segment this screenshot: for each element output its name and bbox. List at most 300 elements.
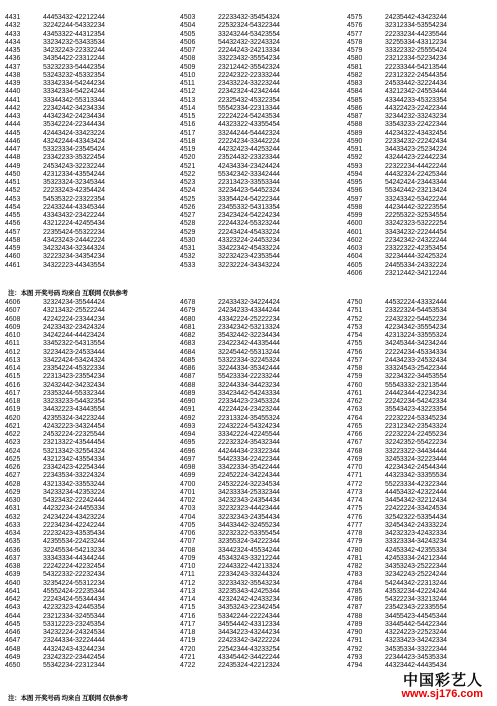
row-issue-number: 4515 — [180, 113, 196, 120]
table-row — [347, 530, 447, 538]
row-draw-numbers: 32542322-53354434 — [385, 513, 447, 521]
table-row — [180, 229, 280, 237]
row-issue-number: 4580 — [347, 55, 363, 63]
row-issue-number: 4703 — [180, 505, 196, 513]
table-row — [5, 406, 105, 414]
row-draw-numbers: 42324242-42433234 — [218, 596, 280, 603]
row-draw-numbers: 22313324-35455324 — [218, 414, 280, 422]
row-draw-numbers: 32232322-53355454 — [218, 530, 280, 537]
row-issue-number: 4690 — [180, 398, 196, 405]
row-issue-number: 4760 — [347, 381, 363, 389]
row-issue-number: 4721 — [180, 653, 196, 661]
row-draw-numbers: 33422342-45433224 — [218, 245, 280, 252]
row-issue-number: 4764 — [347, 414, 363, 422]
row-draw-numbers: 32453324-32223444 — [385, 455, 447, 463]
table-row — [347, 514, 447, 522]
table-row — [347, 316, 447, 324]
row-draw-numbers: 54323432-22242444 — [43, 497, 105, 504]
row-issue-number: 4459 — [5, 245, 21, 252]
row-draw-numbers: 42432223-34324454 — [43, 422, 105, 430]
row-issue-number: 4701 — [180, 488, 196, 496]
row-issue-number: 4707 — [180, 538, 196, 546]
table-row — [347, 146, 447, 154]
row-issue-number: 4433 — [5, 30, 21, 38]
row-draw-numbers: 33445442-54422344 — [385, 620, 447, 628]
table-row — [347, 138, 447, 146]
table-row — [5, 72, 105, 80]
row-draw-numbers: 22255322-32534554 — [385, 212, 447, 219]
row-issue-number: 4649 — [5, 653, 21, 661]
row-draw-numbers: 34433442-32455234 — [218, 521, 280, 529]
row-draw-numbers: 44432324-22425344 — [385, 170, 447, 178]
row-draw-numbers: 23422342-44335444 — [218, 340, 280, 348]
row-issue-number: 4615 — [5, 373, 21, 381]
row-draw-numbers: 22325432-45322354 — [218, 96, 280, 104]
row-draw-numbers: 24455334-24332224 — [385, 261, 447, 269]
table-row — [347, 340, 447, 348]
row-issue-number: 4678 — [180, 299, 196, 306]
row-draw-numbers: 34242244-44423424 — [43, 332, 105, 339]
row-draw-numbers: 53213342-32554324 — [43, 447, 105, 455]
row-issue-number: 4435 — [5, 47, 21, 54]
row-issue-number: 4788 — [347, 612, 363, 620]
row-draw-numbers: 43233423-34242334 — [385, 637, 447, 645]
row-draw-numbers: 43212342-43554334 — [43, 455, 105, 463]
table-row — [180, 522, 280, 530]
table-row — [180, 654, 280, 662]
row-issue-number: 4642 — [5, 596, 21, 603]
row-issue-number: 4686 — [180, 365, 196, 372]
row-draw-numbers: 23342233-35322454 — [43, 154, 105, 162]
row-issue-number: 4434 — [5, 38, 21, 46]
table-row — [180, 105, 280, 113]
row-draw-numbers: 35432442-32234434 — [218, 332, 280, 339]
table-row — [347, 324, 447, 332]
table-row — [347, 39, 447, 47]
row-issue-number: 4715 — [180, 604, 196, 612]
table-row — [180, 382, 280, 390]
row-draw-numbers: 34322223-44343554 — [43, 261, 105, 269]
row-issue-number: 4443 — [5, 113, 21, 120]
row-issue-number: 4586 — [347, 104, 363, 112]
table-row — [347, 121, 447, 129]
row-draw-numbers: 44323322-43355454 — [218, 121, 280, 129]
row-issue-number: 4712 — [180, 579, 196, 587]
table-row — [5, 154, 105, 162]
table-row — [347, 629, 447, 637]
row-issue-number: 4525 — [180, 195, 196, 203]
table-row — [5, 390, 105, 398]
row-draw-numbers: 55423334-22233244 — [218, 373, 280, 381]
table-row — [5, 229, 105, 237]
table-row — [347, 555, 447, 563]
row-draw-numbers: 42434334-23424424 — [218, 162, 280, 170]
row-issue-number: 4521 — [180, 162, 196, 170]
row-issue-number: 4624 — [5, 447, 21, 455]
row-draw-numbers: 22242322-22333244 — [218, 71, 280, 79]
row-draw-numbers: 54535322-23322354 — [43, 195, 105, 203]
row-draw-numbers: 22313423-33553344 — [218, 179, 280, 186]
row-issue-number: 4528 — [180, 220, 196, 228]
row-draw-numbers: 24442344-42234234 — [385, 389, 447, 397]
row-draw-numbers: 23423424-54224234 — [218, 212, 280, 219]
table-row — [180, 472, 280, 480]
row-draw-numbers: 23242322-23442454 — [43, 653, 105, 661]
table-row — [347, 47, 447, 55]
table-row — [180, 138, 280, 146]
row-draw-numbers: 42232323-42445354 — [43, 604, 105, 612]
row-issue-number: 4461 — [5, 261, 21, 269]
table-row — [5, 472, 105, 480]
row-draw-numbers: 33423442-54243334 — [218, 389, 280, 397]
row-draw-numbers: 32255334-43312234 — [385, 38, 447, 46]
table-row — [347, 332, 447, 340]
table-row — [180, 439, 280, 447]
table-row — [180, 299, 280, 307]
table-row — [180, 72, 280, 80]
row-draw-numbers: 24532224-22325544 — [43, 431, 105, 438]
table-row — [180, 357, 280, 365]
table-row — [180, 489, 280, 497]
row-draw-numbers: 43423243-24442224 — [43, 236, 105, 244]
row-draw-numbers: 22443322-44213324 — [218, 563, 280, 570]
row-issue-number: 4711 — [180, 571, 195, 579]
row-draw-numbers: 22232423-43535434 — [43, 530, 105, 537]
row-issue-number: 4791 — [347, 637, 363, 645]
row-issue-number: 4450 — [5, 170, 21, 178]
row-issue-number: 4704 — [180, 513, 196, 521]
row-draw-numbers: 43344233-45323354 — [385, 96, 447, 104]
table-row — [347, 456, 447, 464]
row-issue-number: 4531 — [180, 245, 196, 252]
table-row — [180, 373, 280, 381]
table-row — [347, 613, 447, 621]
row-draw-numbers: 23322324-54453534 — [385, 307, 447, 315]
table-row — [5, 14, 105, 22]
table-row — [5, 588, 105, 596]
row-issue-number: 4583 — [347, 80, 363, 87]
row-issue-number: 4713 — [180, 587, 196, 595]
row-issue-number: 4719 — [180, 637, 196, 645]
table-row — [5, 439, 105, 447]
table-row — [5, 629, 105, 637]
row-draw-numbers: 22313423-23554234 — [43, 373, 105, 381]
row-draw-numbers: 34432223-43443554 — [43, 406, 105, 414]
row-issue-number: 4454 — [5, 203, 21, 211]
row-draw-numbers: 34245344-34234244 — [385, 340, 447, 348]
table-row — [347, 547, 447, 555]
row-issue-number: 4772 — [347, 480, 363, 488]
table-row — [5, 357, 105, 365]
row-draw-numbers: 43345442-34422244 — [218, 653, 280, 661]
row-draw-numbers: 54423334-22422344 — [218, 455, 280, 463]
table-row — [347, 187, 447, 195]
row-draw-numbers: 53342244-22224344 — [218, 612, 280, 620]
row-issue-number: 4613 — [5, 356, 21, 364]
table-row — [347, 563, 447, 571]
row-draw-numbers: 44322423-22422344 — [385, 104, 447, 112]
table-row — [180, 621, 280, 629]
row-draw-numbers: 42224424-23423244 — [218, 406, 280, 414]
row-draw-numbers: 22224234-33442224 — [218, 137, 280, 145]
row-issue-number: 4585 — [347, 96, 363, 104]
table-row — [5, 604, 105, 612]
row-draw-numbers: 32233432-35543234 — [218, 579, 280, 587]
row-issue-number: 4616 — [5, 381, 21, 389]
row-draw-numbers: 34232434-32344324 — [43, 245, 105, 252]
table-row — [347, 349, 447, 357]
table-row — [5, 637, 105, 645]
table-row — [347, 481, 447, 489]
table-row — [180, 547, 280, 555]
row-issue-number: 4587 — [347, 113, 363, 120]
row-issue-number: 4685 — [180, 356, 196, 364]
row-issue-number: 4770 — [347, 464, 363, 471]
table-row — [5, 646, 105, 654]
row-issue-number: 4455 — [5, 212, 21, 219]
row-issue-number: 4628 — [5, 480, 21, 488]
row-draw-numbers: 33422334-35422444 — [218, 464, 280, 471]
table-row — [180, 365, 280, 373]
row-draw-numbers: 42234342-24544344 — [385, 464, 447, 471]
row-issue-number: 4693 — [180, 422, 196, 430]
row-issue-number: 4458 — [5, 236, 21, 244]
row-issue-number: 4530 — [180, 236, 196, 244]
row-issue-number: 4687 — [180, 373, 196, 381]
row-draw-numbers: 24234233-43344244 — [218, 307, 280, 315]
row-issue-number: 4640 — [5, 579, 21, 587]
row-draw-numbers: 22342324-42342444 — [218, 88, 280, 96]
row-draw-numbers: 32235343-42425344 — [218, 587, 280, 595]
row-issue-number: 4793 — [347, 653, 363, 661]
row-draw-numbers: 22233432-35454324 — [218, 14, 280, 21]
number-column — [5, 14, 105, 270]
table-row — [347, 55, 447, 63]
row-draw-numbers: 53312223-23245354 — [43, 620, 105, 628]
table-row — [180, 316, 280, 324]
row-issue-number: 4773 — [347, 488, 363, 496]
row-draw-numbers: 33543233-22422344 — [385, 121, 447, 129]
row-draw-numbers: 33323334-34243234 — [385, 538, 447, 546]
row-draw-numbers: 22243424-55344434 — [43, 596, 105, 603]
row-issue-number: 4514 — [180, 104, 196, 112]
table-row — [180, 22, 280, 30]
table-row — [347, 163, 447, 171]
row-issue-number: 4606 — [5, 299, 21, 306]
row-draw-numbers: 34232323-42432334 — [385, 530, 447, 537]
table-row — [180, 245, 280, 253]
row-issue-number: 4527 — [180, 212, 196, 219]
table-row — [180, 637, 280, 645]
row-draw-numbers: 32354224-55312234 — [43, 579, 105, 587]
row-draw-numbers: 44532224-43332444 — [385, 299, 447, 306]
table-row — [347, 580, 447, 588]
row-draw-numbers: 44342342-24234434 — [43, 113, 105, 120]
table-row — [5, 22, 105, 30]
row-draw-numbers: 32232423-42353544 — [218, 253, 280, 261]
row-issue-number: 4794 — [347, 662, 363, 669]
table-row — [180, 481, 280, 489]
row-issue-number: 4611 — [5, 340, 20, 348]
row-draw-numbers: 32232343-24354434 — [218, 513, 280, 521]
row-draw-numbers: 24534243-32232244 — [43, 162, 105, 170]
row-draw-numbers: 43224223-22523244 — [385, 629, 447, 636]
row-draw-numbers: 55342234-22312344 — [43, 662, 105, 669]
table-row — [180, 596, 280, 604]
row-issue-number: 4644 — [5, 612, 21, 620]
row-issue-number: 4639 — [5, 571, 21, 579]
row-draw-numbers: 32245534-54213234 — [43, 546, 105, 554]
row-draw-numbers: 43213342-33553244 — [43, 480, 105, 488]
row-draw-numbers: 22334423-23453324 — [218, 398, 280, 405]
row-issue-number: 4451 — [5, 179, 21, 186]
table-row — [5, 538, 105, 546]
table-row — [347, 373, 447, 381]
row-draw-numbers: 22433432-34224424 — [218, 299, 280, 306]
row-draw-numbers: 32244334-35342444 — [218, 365, 280, 372]
table-row — [5, 196, 105, 204]
row-draw-numbers: 34233234-42353224 — [43, 488, 105, 496]
row-draw-numbers: 22435324-42212324 — [218, 662, 280, 669]
table-row — [5, 547, 105, 555]
table-row — [180, 629, 280, 637]
row-issue-number: 4630 — [5, 497, 21, 504]
row-issue-number: 4776 — [347, 513, 363, 521]
row-issue-number: 4448 — [5, 154, 21, 162]
row-draw-numbers: 32232323-44423444 — [218, 505, 280, 513]
table-row — [180, 121, 280, 129]
row-draw-numbers: 55223334-42322344 — [385, 480, 447, 488]
table-row — [347, 497, 447, 505]
row-issue-number: 4750 — [347, 299, 363, 306]
row-draw-numbers: 22312342-23543324 — [385, 422, 447, 430]
table-row — [347, 382, 447, 390]
table-row — [180, 571, 280, 579]
row-draw-numbers: 33343334-44344244 — [43, 554, 105, 562]
number-column — [347, 14, 447, 278]
table-row — [347, 196, 447, 204]
table-row — [347, 204, 447, 212]
table-row — [5, 245, 105, 253]
row-draw-numbers: 32234444-32425324 — [385, 253, 447, 261]
row-issue-number: 4774 — [347, 497, 363, 504]
row-issue-number: 4608 — [5, 315, 21, 323]
row-issue-number: 4637 — [5, 554, 21, 562]
number-column — [180, 299, 280, 670]
row-draw-numbers: 32234322-34453554 — [385, 373, 447, 381]
row-issue-number: 4460 — [5, 253, 21, 261]
row-draw-numbers: 44234322-43432454 — [385, 129, 447, 137]
row-draw-numbers: 22355424-55322234 — [43, 228, 105, 236]
row-draw-numbers: 33344342-55313344 — [43, 96, 105, 104]
row-issue-number: 4633 — [5, 521, 21, 529]
row-issue-number: 4508 — [180, 55, 196, 63]
row-draw-numbers: 33342334-54224244 — [43, 88, 105, 96]
row-issue-number: 4517 — [180, 129, 196, 137]
table-row — [5, 489, 105, 497]
row-draw-numbers: 42453334-24212344 — [385, 554, 447, 562]
table-row — [5, 555, 105, 563]
row-draw-numbers: 23212442-35542324 — [218, 63, 280, 71]
table-row — [347, 489, 447, 497]
row-issue-number: 4526 — [180, 203, 196, 211]
row-issue-number: 4452 — [5, 187, 21, 195]
row-issue-number: 4601 — [347, 228, 363, 236]
row-issue-number: 4689 — [180, 389, 196, 397]
table-row — [180, 505, 280, 513]
row-issue-number: 4631 — [5, 505, 21, 513]
row-draw-numbers: 43342224-25222234 — [218, 315, 280, 323]
row-draw-numbers: 54244342-22313244 — [385, 579, 447, 587]
row-issue-number: 4626 — [5, 464, 21, 471]
row-draw-numbers: 22343534-33224324 — [43, 472, 105, 480]
site-watermark — [401, 672, 483, 700]
row-draw-numbers: 22342442-34234334 — [43, 104, 105, 112]
row-draw-numbers: 23212334-52234234 — [385, 55, 447, 63]
row-draw-numbers: 22232224-53345234 — [385, 414, 447, 422]
row-issue-number: 4780 — [347, 546, 363, 554]
row-issue-number: 4609 — [5, 323, 21, 331]
row-draw-numbers: 23322322-42353454 — [385, 245, 447, 252]
table-row — [180, 390, 280, 398]
bottom-number-table — [0, 299, 497, 679]
table-row — [5, 220, 105, 228]
row-draw-numbers: 44234442-32223554 — [385, 203, 447, 211]
row-issue-number: 4437 — [5, 63, 21, 71]
table-row — [5, 332, 105, 340]
table-row — [5, 97, 105, 105]
row-issue-number: 4522 — [180, 170, 196, 178]
row-issue-number: 4792 — [347, 645, 363, 653]
row-issue-number: 4610 — [5, 332, 21, 339]
table-row — [180, 580, 280, 588]
row-draw-numbers: 34554442-43312334 — [218, 620, 280, 628]
table-row — [180, 604, 280, 612]
table-row — [5, 481, 105, 489]
table-row — [347, 439, 447, 447]
row-draw-numbers: 44453432-42322444 — [385, 488, 447, 496]
table-row — [5, 662, 105, 670]
row-issue-number: 4646 — [5, 629, 21, 636]
table-row — [180, 555, 280, 563]
table-row — [180, 588, 280, 596]
row-draw-numbers: 42443424-33423224 — [43, 129, 105, 137]
row-issue-number: 4695 — [180, 439, 196, 447]
row-issue-number: 4453 — [5, 195, 21, 203]
row-draw-numbers: 32454342-24333224 — [385, 521, 447, 529]
row-draw-numbers: 23244334-32224444 — [43, 637, 105, 645]
table-row — [180, 55, 280, 63]
row-issue-number: 4765 — [347, 422, 363, 430]
row-issue-number: 4692 — [180, 414, 196, 422]
row-issue-number: 4594 — [347, 170, 363, 178]
table-row — [5, 88, 105, 96]
row-issue-number: 4680 — [180, 315, 196, 323]
table-row — [180, 307, 280, 315]
row-issue-number: 4456 — [5, 220, 21, 228]
row-issue-number: 4507 — [180, 47, 196, 54]
table-row — [180, 332, 280, 340]
row-issue-number: 4577 — [347, 30, 363, 38]
row-issue-number: 4581 — [347, 63, 363, 71]
table-row — [347, 588, 447, 596]
table-row — [180, 538, 280, 546]
row-draw-numbers: 22233344-54213544 — [385, 63, 447, 71]
row-draw-numbers: 22432224-54324234 — [218, 422, 280, 430]
row-issue-number: 4784 — [347, 579, 363, 587]
row-issue-number: 4647 — [5, 637, 21, 645]
table-row — [347, 390, 447, 398]
